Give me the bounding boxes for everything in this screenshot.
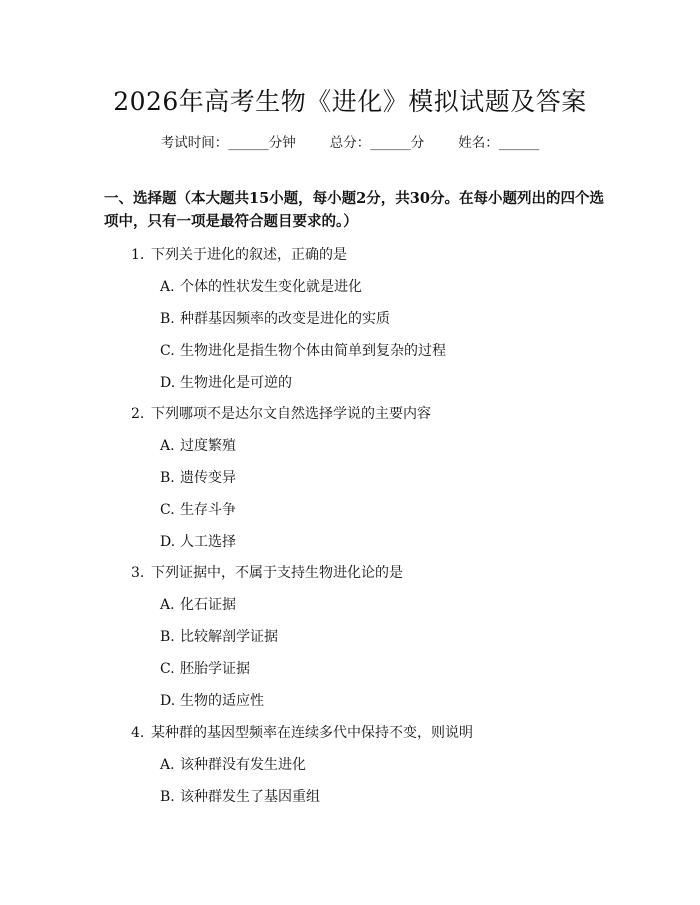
question-text: 某种群的基因型频率在连续多代中保持不变，则说明 — [151, 725, 473, 741]
option-text: 遗传变异 — [180, 470, 236, 486]
option-3b[interactable] — [160, 626, 278, 646]
option-2b[interactable] — [160, 467, 236, 487]
option-text: 生物的适应性 — [180, 693, 264, 709]
option-text: 生物进化是指生物个体由简单到复杂的过程 — [180, 343, 446, 359]
score-blank: ______ — [370, 135, 411, 151]
option-4b[interactable] — [160, 786, 320, 806]
option-text: 过度繁殖 — [180, 438, 236, 454]
option-text: 生物进化是可逆的 — [180, 375, 292, 391]
time-label: 考试时间： — [160, 135, 229, 151]
option-4a[interactable] — [160, 754, 306, 774]
option-text: 比较解剖学证据 — [180, 629, 278, 645]
question-2 — [131, 403, 431, 423]
question-1 — [131, 244, 347, 264]
option-label: A. — [160, 279, 175, 295]
option-label: B. — [160, 470, 175, 486]
option-text: 化石证据 — [180, 597, 236, 613]
exam-meta — [0, 131, 700, 151]
option-2c[interactable] — [160, 499, 236, 519]
option-label: A. — [160, 597, 175, 613]
score-label: 总分： — [329, 135, 371, 151]
option-text: 个体的性状发生变化就是进化 — [180, 279, 362, 295]
time-blank: ______ — [228, 135, 269, 151]
option-text: 人工选择 — [180, 534, 236, 550]
name-label: 姓名： — [458, 135, 499, 151]
option-1a[interactable] — [160, 276, 362, 296]
option-text: 该种群发生了基因重组 — [180, 789, 320, 805]
question-4 — [131, 722, 473, 742]
option-text: 该种群没有发生进化 — [180, 757, 306, 773]
option-label: D. — [160, 693, 176, 709]
option-label: C. — [160, 343, 175, 359]
question-text: 下列关于进化的叙述，正确的是 — [151, 247, 347, 263]
name-blank: ______ — [498, 135, 540, 151]
option-text: 生存斗争 — [180, 502, 236, 518]
option-text: 胚胎学证据 — [180, 661, 250, 677]
option-label: B. — [160, 311, 175, 327]
option-label: D. — [160, 534, 176, 550]
option-1b[interactable] — [160, 308, 390, 328]
option-label: B. — [160, 789, 175, 805]
question-number: 3. — [131, 565, 145, 581]
option-2a[interactable] — [160, 435, 236, 455]
question-number: 1. — [131, 247, 145, 263]
option-label: D. — [160, 375, 176, 391]
option-label: C. — [160, 502, 175, 518]
option-label: A. — [160, 757, 175, 773]
question-3 — [131, 562, 403, 582]
time-unit: 分钟 — [268, 135, 296, 151]
option-3a[interactable] — [160, 594, 236, 614]
option-2d[interactable] — [160, 531, 236, 551]
page-title: 2026年高考生物《进化》模拟试题及答案 — [113, 87, 587, 116]
option-3d[interactable] — [160, 690, 264, 710]
option-label: B. — [160, 629, 175, 645]
option-text: 种群基因频率的改变是进化的实质 — [180, 311, 390, 327]
option-label: A. — [160, 438, 175, 454]
option-3c[interactable] — [160, 658, 250, 678]
question-number: 4. — [131, 725, 145, 741]
question-text: 下列证据中，不属于支持生物进化论的是 — [151, 565, 403, 581]
option-1d[interactable] — [160, 372, 292, 392]
option-1c[interactable] — [160, 340, 446, 360]
section-heading: 一、选择题（本大题共15小题，每小题2分，共30分。在每小题列出的四个选项中，只有一项是最符合题目要求的。） — [104, 190, 604, 230]
score-unit: 分 — [410, 135, 425, 151]
option-label: C. — [160, 661, 175, 677]
question-text: 下列哪项不是达尔文自然选择学说的主要内容 — [151, 406, 431, 422]
question-number: 2. — [131, 406, 145, 422]
